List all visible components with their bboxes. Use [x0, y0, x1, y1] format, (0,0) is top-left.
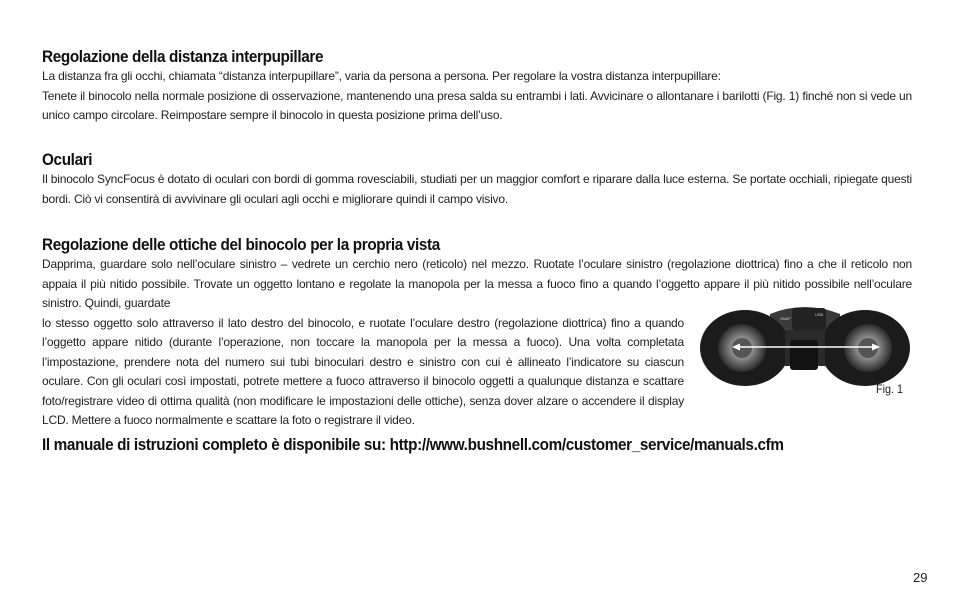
usb-label: USB — [815, 312, 824, 317]
section-paragraph: lo stesso oggetto solo attraverso il lato destro del binocolo, e ruotate l’oculare destro (regolazione diottrica) fino a quando l’oggetto appare nitido (durante l’operazione, non toccare la manopola per la messa a fuoco). Una volta completata l’impostazione, prendere nota del numero sui tubi binoculari destro e sinistro con cui è allineato l’indicatore su ciascun oculare. Con gli oculari così impostati, potrete mettere a fuoco attraverso il binocolo oggetti a qualunque distanza e scattare foto/registrare video di ottima qualità (non modificare le impostazioni delle ottiche), senza dover alzare o accendere il display LCD. Mettere a fuoco normalmente e scattare la foto o registrare il video. — [42, 315, 684, 427]
page-number: 29 — [913, 570, 928, 585]
section-paragraph: La distanza fra gli occhi, chiamata “distanza interpupillare”, varia da persona a persona. Per regolare la vostra distanza interpupillare: — [42, 69, 721, 83]
snap-label: SNAP — [780, 316, 791, 321]
section-eyepieces — [42, 150, 912, 209]
figure-caption: Fig. 1 — [876, 382, 904, 396]
section-heading: Oculari — [42, 150, 93, 169]
section-interpupillary-distance — [42, 47, 912, 126]
section-paragraph: Dapprima, guardare solo nell’oculare sinistro – vedrete un cerchio nero (reticolo) nel mezzo. Ruotate l’oculare sinistro (regolazione diottrica) fino a che il reticolo non appaia il più nitido possibile. Trovate un oggetto lontano e regolate la manopola per la messa a fuoco fino a quando l’oggetto appare il più nitido possibile nell’oculare sinistro. Quindi, guardate — [42, 257, 912, 310]
section-paragraph: Il binocolo SyncFocus è dotato di oculari con bordi di gomma rovesciabili, studiati per un maggior comfort e riparare dalla luce esterna. Se portate occhiali, ripiegate questi bordi. Ciò vi consentirà di avvivinare gli oculari agli occhi e migliorare quindi il campo visivo. — [42, 172, 912, 206]
section-heading: Regolazione delle ottiche del binocolo per la propria vista — [42, 235, 440, 254]
manual-link-text: Il manuale di istruzioni completo è disponibile su: http://www.bushnell.com/customer_service/manuals.cfm — [42, 435, 784, 454]
focus-knob — [790, 340, 818, 370]
section-paragraph: Tenete il binocolo nella normale posizione di osservazione, mantenendo una presa salda su entrambi i lati. Avvicinare o allontanare i barilotti (Fig. 1) finché non si vede un unico campo circolare. Reimpostare sempre il binocolo in questa posizione prima dell’uso. — [42, 88, 912, 122]
manual-link-note — [42, 435, 922, 455]
section-heading: Regolazione della distanza interpupillare — [42, 47, 324, 66]
